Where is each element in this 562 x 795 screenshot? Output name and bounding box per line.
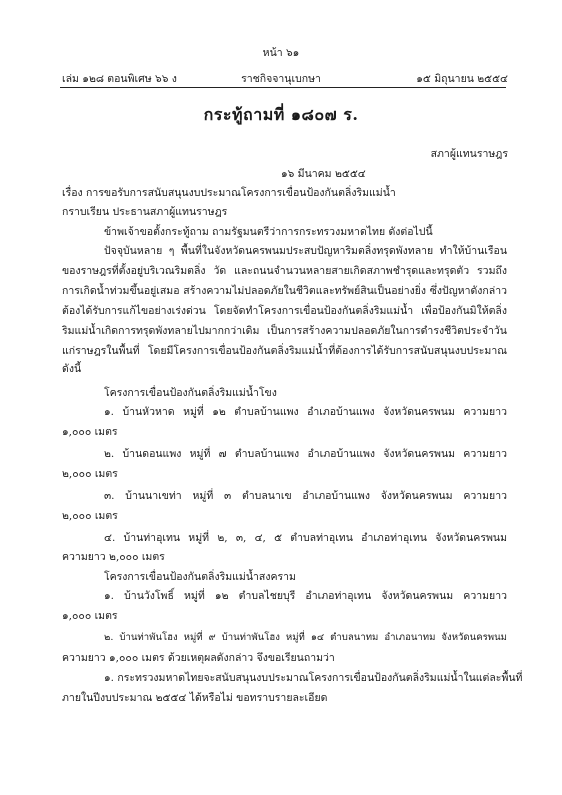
list-item-continuation: ๒,๐๐๐ เมตร (62, 510, 118, 522)
list-item-continuation: ๑,๐๐๐ เมตร (62, 426, 118, 438)
page-number: หน้า ๖๑ (262, 47, 300, 59)
paragraph-line: ริมแม่น้ำเกิดการทรุดพังทลายไปมากกว่าเดิม เป็นการสร้างความปลอดภัยในการดำรงชีวิตประจำวัน (62, 325, 507, 337)
paragraph-line: ปัจจุบันหลาย ๆ พื้นที่ในจังหวัดนครพนมประสบปัญหาริมตลิ่งทรุดพังทลาย ทำให้บ้านเรือน (104, 245, 507, 257)
salutation: กราบเรียน ประธานสภาผู้แทนราษฎร (62, 206, 228, 218)
songkhram-heading: โครงการเขื่อนป้องกันตลิ่งริมแม่น้ำสงคราม (104, 571, 296, 583)
header-divider (60, 87, 506, 88)
list-item: ๔. บ้านท่าอุเทน หมู่ที่ ๒, ๓, ๔, ๕ ตำบลท่าอุเทน อำเภอท่าอุเทน จังหวัดนครพนม (104, 532, 507, 544)
paragraph-line: การเกิดน้ำท่วมขึ้นอยู่เสมอ สร้างความไม่ปลอดภัยในชีวิตและทรัพย์สินเป็นอย่างยิ่ง ซึ่งปัญหาดังกล่าว (62, 285, 507, 297)
list-item-continuation: ความยาว ๑,๐๐๐ เมตร ด้วยเหตุผลดังกล่าว จึงขอเรียนถามว่า (62, 652, 335, 664)
intro-line: ข้าพเจ้าขอตั้งกระทู้ถาม ถามรัฐมนตรีว่าการกระทรวงมหาดไทย ดังต่อไปนี้ (104, 226, 433, 238)
list-item-continuation: ๑,๐๐๐ เมตร (62, 610, 118, 622)
gazette-name: ราชกิจจานุเบกษา (241, 73, 321, 85)
list-item: ๒. บ้านดอนแพง หมู่ที่ ๗ ตำบลบ้านแพง อำเภอบ้านแพง จังหวัดนครพนม ความยาว (104, 448, 507, 460)
addressee-org: สภาผู้แทนราษฎร (430, 148, 508, 160)
gazette-volume: เล่ม ๑๒๘ ตอนพิเศษ ๖๖ ง (62, 73, 177, 85)
list-item: ๓. บ้านนาเขท่า หมู่ที่ ๓ ตำบลนาเข อำเภอบ้านแพง จังหวัดนครพนม ความยาว (104, 490, 507, 502)
document-title: กระทู้ถามที่ ๑๘๐๗ ร. (203, 105, 359, 124)
letter-date: ๑๖ มีนาคม ๒๕๕๔ (281, 168, 366, 180)
paragraph-line: ดังนี้ (62, 363, 82, 375)
paragraph-line: แก่ราษฎรในพื้นที่ โดยมีโครงการเขื่อนป้องกันตลิ่งริมแม่น้ำที่ต้องการได้รับการสนับสนุนงบประมาณ (62, 345, 507, 357)
gazette-date: ๑๕ มิถุนายน ๒๕๕๔ (416, 73, 508, 85)
question-item: ๑. กระทรวงมหาดไทยจะสนับสนุนงบประมาณโครงการเขื่อนป้องกันตลิ่งริมแม่น้ำในแต่ละพื้นที่ (104, 672, 523, 684)
subject-line: เรื่อง การขอรับการสนับสนุนงบประมาณโครงการเขื่อนป้องกันตลิ่งริมแม่น้ำ (62, 187, 396, 199)
list-item-continuation: ความยาว ๒,๐๐๐ เมตร (62, 551, 165, 563)
list-item: ๒. บ้านท่าพันโฮง หมู่ที่ ๙ บ้านท่าพันโฮง หมู่ที่ ๑๔ ตำบลนาทม อำเภอนาทม จังหวัดนครพนม (104, 632, 507, 643)
list-item: ๑. บ้านวังโพธิ์ หมู่ที่ ๑๒ ตำบลไชยบุรี อำเภอท่าอุเทน จังหวัดนครพนม ความยาว (104, 590, 507, 602)
question-item-continuation: ภายในปีงบประมาณ ๒๕๕๔ ได้หรือไม่ ขอทราบรายละเอียด (62, 692, 328, 704)
list-item: ๑. บ้านหัวหาด หมู่ที่ ๑๒ ตำบลบ้านแพง อำเภอบ้านแพง จังหวัดนครพนม ความยาว (104, 406, 507, 418)
list-item-continuation: ๒,๐๐๐ เมตร (62, 468, 118, 480)
mekong-heading: โครงการเขื่อนป้องกันตลิ่งริมแม่น้ำโขง (104, 387, 277, 399)
paragraph-line: ของราษฎรที่ตั้งอยู่บริเวณริมตลิ่ง วัด และถนนจำนวนหลายสายเกิดสภาพชำรุดและทรุดตัว รวมถึง (62, 265, 507, 277)
paragraph-line: ต้องได้รับการแก้ไขอย่างเร่งด่วน โดยจัดทำโครงการเขื่อนป้องกันตลิ่งริมแม่น้ำ เพื่อป้องกันมิให้ตลิ่ง (62, 305, 507, 317)
